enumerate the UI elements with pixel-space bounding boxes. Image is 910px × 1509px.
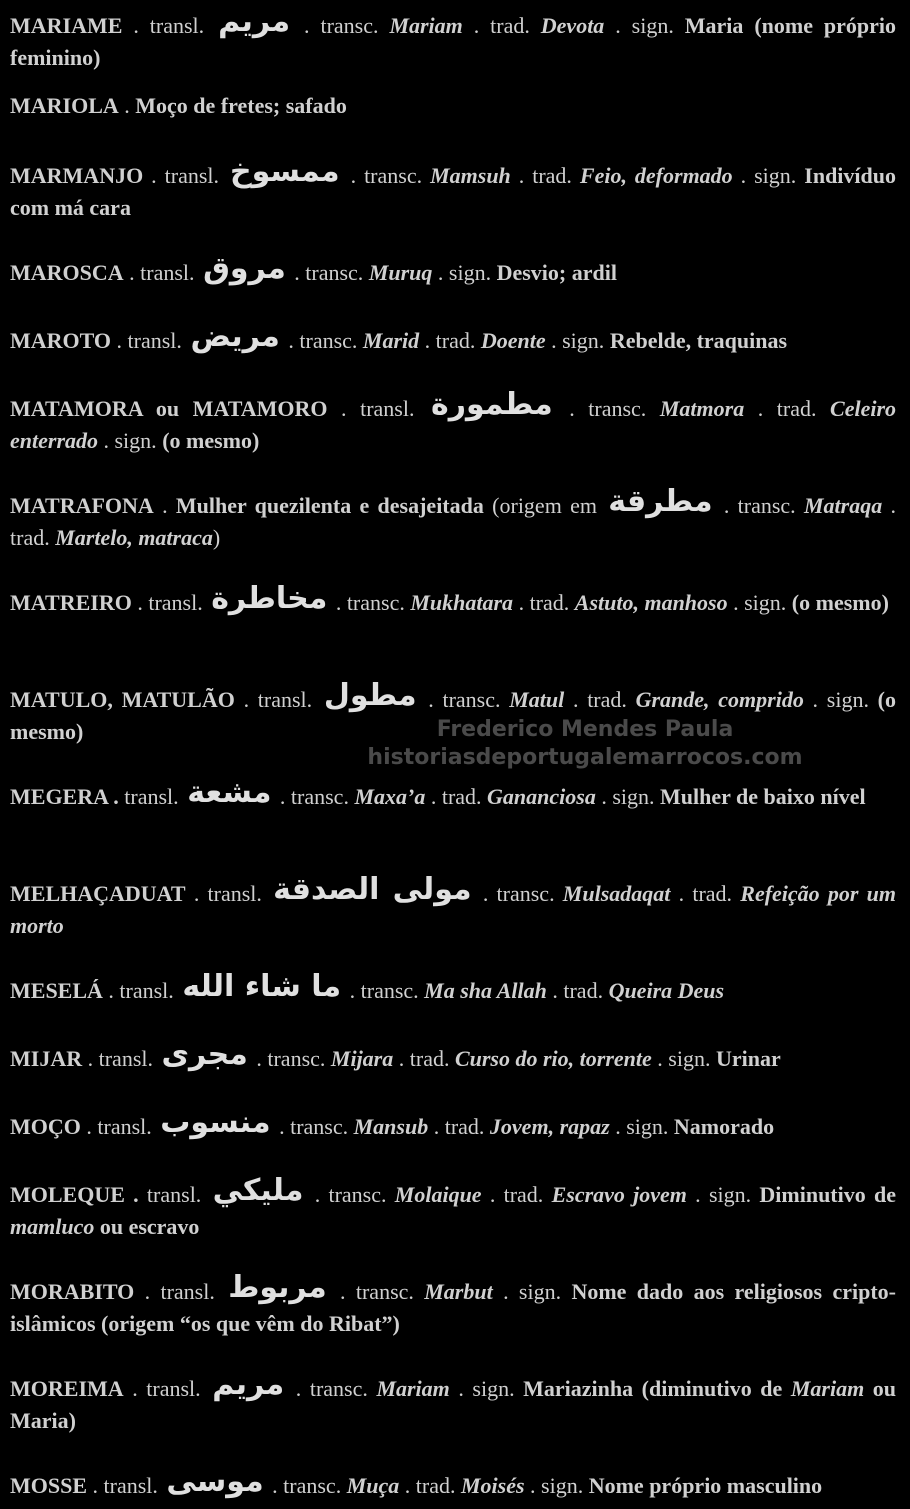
entry-text: . transc.	[342, 163, 431, 188]
entry-text: Nome dado aos religiosos cripto-islâmicos (origem “os que vêm do Ribat”)	[10, 1279, 896, 1336]
entry-melhacaduat	[10, 874, 896, 942]
entry-text: Matraqa	[803, 493, 883, 518]
entry-text: Muça	[346, 1473, 400, 1498]
entry-text: Mulher de baixo nível	[660, 784, 866, 809]
entry-text: . transc.	[330, 590, 411, 615]
entry-text: .	[153, 493, 176, 518]
entry-text: . transc.	[344, 978, 425, 1003]
headword: MEGERA .	[10, 784, 119, 809]
watermark-author: Frederico Mendes Paula	[436, 717, 734, 742]
entry-text: Mariam	[389, 13, 463, 38]
arabic-term: مريض	[190, 319, 280, 354]
entry-text: . transc.	[715, 493, 804, 518]
arabic-term: موسى	[166, 1464, 264, 1499]
entry-mariola	[10, 90, 896, 122]
entry-text: . sign.	[98, 428, 163, 453]
entry-text: . transc.	[266, 1473, 347, 1498]
entry-text: Mariazinha (diminutivo de	[523, 1376, 791, 1401]
entry-text: . transc.	[274, 784, 355, 809]
entry-text: . sign.	[432, 260, 497, 285]
entry-text: . trad.	[419, 328, 481, 353]
headword: MOSSE	[10, 1473, 88, 1498]
entry-text: . trad.	[399, 1473, 461, 1498]
entry-text: (o mesmo)	[791, 590, 889, 615]
arabic-term: مريم	[218, 4, 291, 39]
entry-text: Feio, deformado	[579, 163, 733, 188]
entry-text: Diminutivo de	[759, 1182, 896, 1207]
entry-mesela	[10, 971, 896, 1007]
entry-moco	[10, 1107, 896, 1143]
entry-text: Refeição por um morto	[10, 881, 897, 938]
headword: MOLEQUE .	[10, 1182, 139, 1207]
entry-text: . trad.	[546, 978, 609, 1003]
entry-text: Curso do rio, torrente	[454, 1046, 652, 1071]
entry-text: Queira Deus	[608, 978, 725, 1003]
entry-text: Mulsadaqat	[562, 881, 671, 906]
entry-text: . transl.	[87, 1473, 164, 1498]
entry-text: . transl.	[123, 1376, 210, 1401]
entry-text: Martelo, matraca	[55, 525, 213, 550]
entry-text: . sign.	[686, 1182, 760, 1207]
arabic-term: مليكي	[212, 1173, 304, 1208]
entry-maroto	[10, 321, 896, 357]
entry-text: . trad.	[10, 493, 897, 550]
entry-text: . sign.	[604, 13, 685, 38]
entry-text: Maxa’a	[354, 784, 426, 809]
headword: MATULO, MATULÃO	[10, 687, 235, 712]
entry-text: Celeiro enterrado	[10, 396, 897, 453]
entry-megera	[10, 777, 896, 813]
arabic-term: مطول	[323, 678, 417, 713]
entry-text: . transc.	[419, 687, 510, 712]
entry-text: . sign.	[492, 1279, 572, 1304]
entry-text: ou Maria)	[10, 1376, 896, 1433]
arabic-term: مروق	[203, 251, 286, 286]
entry-text: Doente	[480, 328, 546, 353]
entry-text: . transl.	[122, 13, 216, 38]
entry-text: Maria (nome próprio feminino)	[10, 13, 897, 70]
entry-text: . transc.	[282, 328, 363, 353]
entry-text: . transc.	[329, 1279, 425, 1304]
entry-mijar	[10, 1039, 896, 1075]
entry-text: Devota	[540, 13, 605, 38]
entry-mariame	[10, 6, 896, 74]
headword: MAROTO	[10, 328, 112, 353]
watermark	[0, 716, 910, 772]
headword: MAROSCA	[10, 260, 124, 285]
entry-text: . sign.	[609, 1114, 674, 1139]
entry-text: Mukhatara	[410, 590, 514, 615]
entry-text: transl.	[118, 784, 185, 809]
entry-text: (o mesmo)	[162, 428, 260, 453]
entry-text: . transl.	[82, 1046, 159, 1071]
entry-text: . transl.	[327, 396, 428, 421]
arabic-term: مولى الصدقة	[273, 872, 472, 907]
entry-text: . transc.	[273, 1114, 354, 1139]
arabic-term: مجرى	[161, 1037, 248, 1072]
entry-text: Mariam	[376, 1376, 450, 1401]
entry-text: . transl.	[134, 1279, 226, 1304]
entry-text: Astuto, manhoso	[574, 590, 728, 615]
entry-marosca	[10, 253, 896, 289]
entry-text: . trad.	[744, 396, 831, 421]
entry-text: . transc.	[288, 260, 369, 285]
entry-text: Desvio; ardil	[496, 260, 617, 285]
entry-text: Mariam	[790, 1376, 865, 1401]
entry-text: . transl.	[111, 328, 188, 353]
entry-text: Namorado	[673, 1114, 775, 1139]
entry-text: . trad.	[670, 881, 741, 906]
headword: MARIOLA	[10, 93, 119, 118]
arabic-term: مطمورة	[431, 387, 553, 422]
entry-text: Grande, comprido	[635, 687, 804, 712]
entry-text: Urinar	[715, 1046, 781, 1071]
entry-matreiro	[10, 583, 896, 619]
entry-text: . sign.	[651, 1046, 716, 1071]
entry-text: . sign.	[595, 784, 661, 809]
entry-text: Escravo jovem	[551, 1182, 687, 1207]
entry-text: Mulher quezilenta e desajeitada	[175, 493, 484, 518]
entry-text: Mansub	[353, 1114, 429, 1139]
entry-text: Moço de fretes; safado	[135, 93, 347, 118]
entry-text: . sign.	[732, 163, 805, 188]
headword: MOREIMA	[10, 1376, 124, 1401]
arabic-term: مطرقة	[608, 484, 713, 519]
arabic-term: مخاطرة	[211, 581, 328, 616]
entry-text: . trad.	[481, 1182, 552, 1207]
entry-text: . sign.	[803, 687, 878, 712]
entry-matrafona	[10, 486, 896, 554]
headword: MATREIRO	[10, 590, 132, 615]
headword: MATAMORA ou MATAMORO	[10, 396, 328, 421]
entry-text: Molaique	[394, 1182, 482, 1207]
entry-text: Mijara	[330, 1046, 394, 1071]
entry-marmanjo	[10, 156, 896, 224]
entry-text: . transl.	[234, 687, 321, 712]
entry-text: . transc.	[287, 1376, 377, 1401]
headword: MORABITO	[10, 1279, 135, 1304]
headword: MARMANJO	[10, 163, 144, 188]
entry-text: Matul	[509, 687, 565, 712]
entry-text: Marbut	[424, 1279, 493, 1304]
entry-text: ou escravo	[94, 1214, 200, 1239]
entry-text: . trad.	[513, 590, 575, 615]
entry-text: . trad.	[510, 163, 580, 188]
entry-text: . transl.	[143, 163, 227, 188]
entry-text: . trad.	[393, 1046, 455, 1071]
arabic-term: مشعة	[187, 775, 272, 810]
entry-text: )	[212, 525, 221, 550]
entry-text: . trad.	[462, 13, 541, 38]
entry-text: mamluco	[10, 1214, 95, 1239]
entry-text: . transl.	[185, 881, 271, 906]
arabic-term: مريم	[212, 1367, 285, 1402]
entry-text: (o mesmo)	[10, 687, 896, 744]
entry-mosse	[10, 1466, 896, 1502]
entry-text: . sign.	[727, 590, 792, 615]
entry-text: Moisés	[460, 1473, 525, 1498]
entry-text: . trad.	[564, 687, 636, 712]
headword: MESELÁ	[10, 978, 103, 1003]
entry-text: (origem em	[483, 493, 606, 518]
entry-text: . transl.	[102, 978, 180, 1003]
entry-text: Ma sha Allah	[424, 978, 547, 1003]
headword: MELHAÇADUAT	[10, 881, 186, 906]
entry-text: . sign.	[524, 1473, 589, 1498]
arabic-term: ممسوخ	[229, 154, 340, 189]
headword: MIJAR	[10, 1046, 83, 1071]
entry-matamora	[10, 389, 896, 457]
entry-text: . transc.	[555, 396, 660, 421]
entry-text: Marid	[362, 328, 420, 353]
arabic-term: منسوب	[160, 1105, 271, 1140]
entry-text: . transl.	[80, 1114, 158, 1139]
entry-moleque	[10, 1175, 896, 1243]
entry-text: . transc.	[474, 881, 563, 906]
entry-text: transl.	[138, 1182, 210, 1207]
entry-text: . trad.	[428, 1114, 490, 1139]
entry-morabito	[10, 1272, 896, 1340]
arabic-term: مربوط	[228, 1270, 327, 1305]
headword: MARIAME	[10, 13, 123, 38]
entry-text: Jovem, rapaz	[489, 1114, 610, 1139]
headword: MOÇO	[10, 1114, 81, 1139]
entry-moreima	[10, 1369, 896, 1437]
entry-text: . transc.	[306, 1182, 395, 1207]
entry-text: . transc.	[293, 13, 390, 38]
entry-text: Indivíduo com má cara	[10, 163, 896, 220]
entry-text: .	[118, 93, 136, 118]
entry-text: . transl.	[123, 260, 201, 285]
entry-text: Gananciosa	[487, 784, 596, 809]
entry-text: Rebelde, traquinas	[609, 328, 788, 353]
entry-text: . sign.	[449, 1376, 524, 1401]
entry-text: Mamsuh	[430, 163, 511, 188]
arabic-term: ما شاء الله	[182, 969, 342, 1004]
entry-text: . sign.	[545, 328, 610, 353]
entry-text: . trad.	[425, 784, 488, 809]
entry-text: Muruq	[368, 260, 433, 285]
entry-text: Nome próprio masculino	[588, 1473, 823, 1498]
entry-text: . transl.	[131, 590, 209, 615]
watermark-site: historiasdeportugalemarrocos.com	[367, 745, 803, 770]
headword: MATRAFONA	[10, 493, 154, 518]
entry-text: Matmora	[659, 396, 745, 421]
entry-text: . transc.	[250, 1046, 331, 1071]
